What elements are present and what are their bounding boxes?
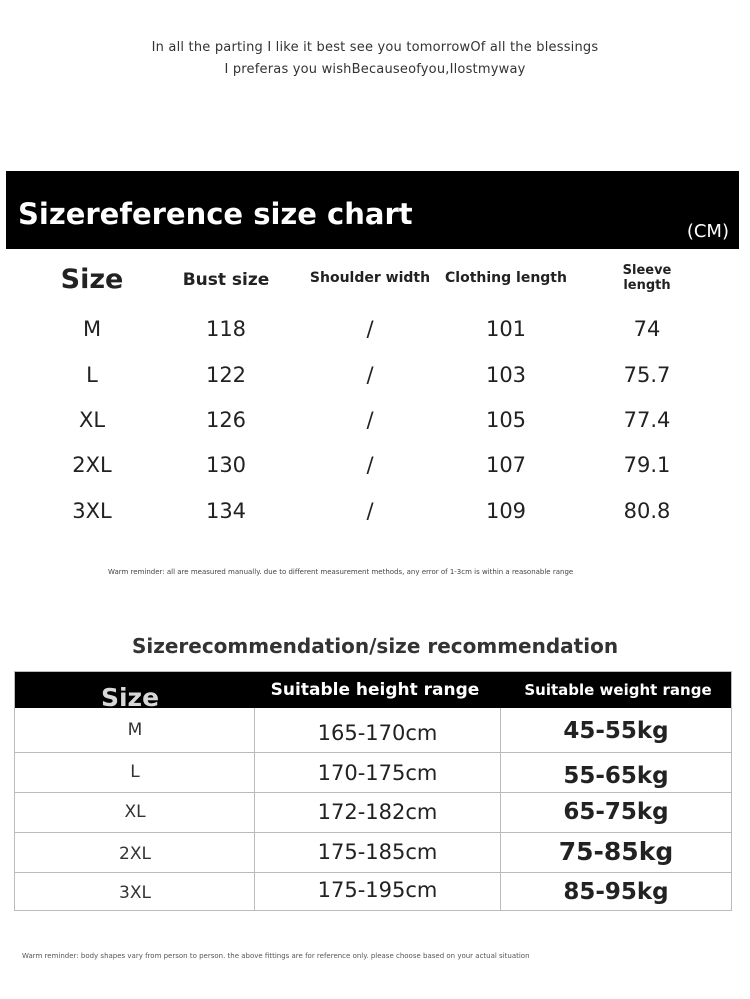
- bust-cell: 126: [205, 408, 247, 432]
- row-divider: [15, 872, 731, 873]
- recommendation-table: [14, 671, 732, 911]
- sleeve-cell: 77.4: [623, 408, 671, 432]
- fitting-reminder: Warm reminder: body shapes vary from person to person. the above fittings are for reference only. please choose based on your actual situation: [22, 952, 530, 960]
- rec-header-height: Suitable height range: [270, 680, 480, 700]
- rec-size-cell: M: [127, 720, 143, 740]
- rec-weight-cell: 65-75kg: [563, 799, 669, 825]
- header-size: Size: [60, 264, 124, 295]
- rec-size-cell: XL: [124, 802, 146, 822]
- length-cell: 107: [485, 453, 527, 477]
- shoulder-cell: /: [366, 499, 374, 523]
- rec-weight-cell: 55-65kg: [563, 763, 669, 789]
- bust-cell: 122: [205, 363, 247, 387]
- tagline-line-2: I preferas you wishBecauseofyou,Ilostmyway: [224, 62, 526, 77]
- size-cell: M: [82, 317, 102, 341]
- sleeve-cell: 79.1: [623, 453, 671, 477]
- length-cell: 105: [485, 408, 527, 432]
- shoulder-cell: /: [366, 453, 374, 477]
- size-cell: 3XL: [72, 499, 112, 523]
- rec-header-size: Size: [100, 683, 160, 712]
- tagline-line-1: In all the parting I like it best see you tomorrowOf all the blessings: [151, 40, 599, 55]
- rec-height-cell: 175-185cm: [317, 840, 438, 864]
- length-cell: 103: [485, 363, 527, 387]
- rec-height-cell: 170-175cm: [317, 761, 438, 785]
- bust-cell: 130: [205, 453, 247, 477]
- shoulder-cell: /: [366, 408, 374, 432]
- rec-height-cell: 165-170cm: [317, 721, 438, 745]
- rec-weight-cell: 85-95kg: [563, 879, 669, 905]
- size-cell: XL: [78, 408, 106, 432]
- sleeve-cell: 74: [633, 317, 661, 341]
- size-cell: 2XL: [72, 453, 112, 477]
- row-divider: [15, 832, 731, 833]
- length-cell: 109: [485, 499, 527, 523]
- header-sleeve-length: Sleeve length: [622, 263, 672, 293]
- header-bust-size: Bust size: [182, 270, 270, 290]
- recommendation-title: Sizerecommendation/size recommendation: [131, 634, 619, 658]
- row-divider: [15, 752, 731, 753]
- rec-weight-cell: 45-55kg: [563, 718, 669, 744]
- size-cell: L: [86, 363, 98, 387]
- sleeve-cell: 80.8: [623, 499, 671, 523]
- header-clothing-length: Clothing length: [445, 270, 567, 286]
- measurement-reminder: Warm reminder: all are measured manually. due to different measurement methods, any error of 1-3cm is within a reasonable range: [108, 568, 574, 576]
- rec-size-cell: 3XL: [119, 883, 151, 903]
- row-divider: [15, 792, 731, 793]
- shoulder-cell: /: [366, 317, 374, 341]
- rec-height-cell: 172-182cm: [317, 800, 438, 824]
- size-chart-title: Sizereference size chart: [18, 197, 413, 231]
- length-cell: 101: [485, 317, 527, 341]
- bust-cell: 134: [205, 499, 247, 523]
- rec-size-cell: 2XL: [119, 844, 151, 864]
- shoulder-cell: /: [366, 363, 374, 387]
- header-shoulder-width: Shoulder width: [309, 270, 431, 286]
- rec-weight-cell: 75-85kg: [558, 837, 674, 866]
- size-chart-banner: [6, 171, 739, 249]
- unit-label: (CM): [686, 221, 729, 242]
- recommendation-header: [15, 672, 731, 712]
- rec-size-cell: L: [130, 762, 140, 782]
- rec-header-weight: Suitable weight range: [524, 681, 712, 699]
- sleeve-cell: 75.7: [623, 363, 671, 387]
- rec-height-cell: 175-195cm: [317, 878, 438, 902]
- bust-cell: 118: [205, 317, 247, 341]
